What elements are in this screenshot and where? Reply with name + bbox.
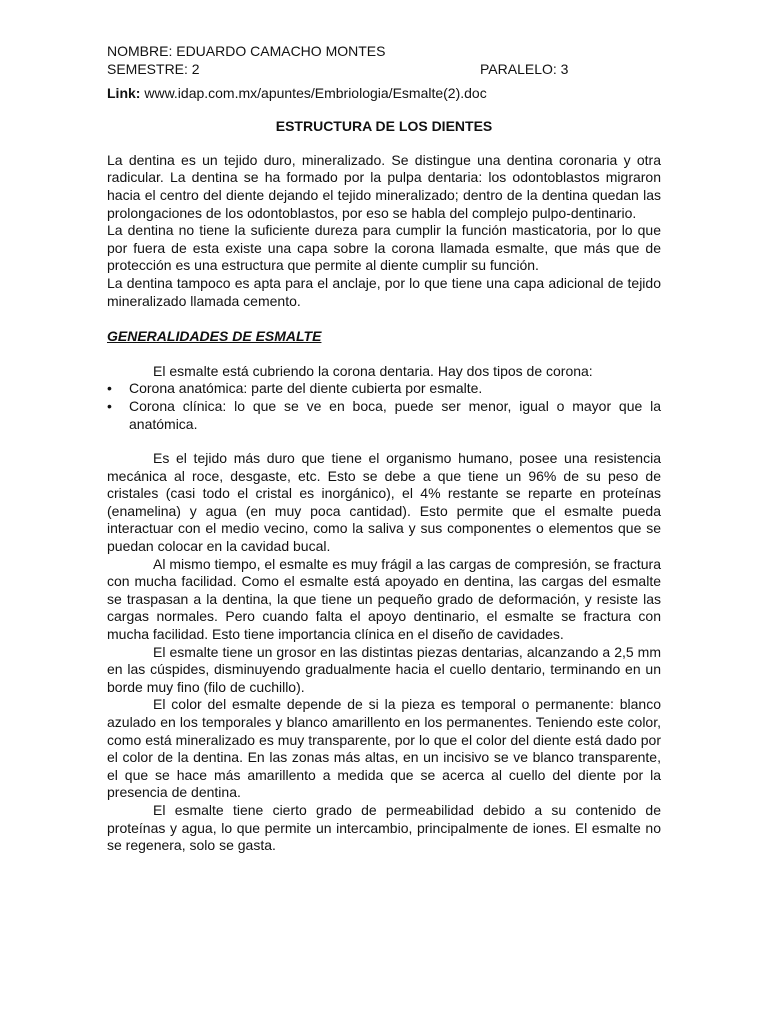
list-item [107, 398, 661, 433]
body-paragraph: Es el tejido más duro que tiene el organismo humano, posee una resistencia mecánica al roce, desgaste, etc. Esto se debe a que tiene un 96% de su peso de cristales (casi todo el cristal es inorgánico), el 4% restante se reparte en proteínas (enamelina) y agua (en muy poca cantidad). Esto permite que el esmalte pueda interactuar con el medio vecino, como la saliva y sus componentes o elementos que se puedan colocar en la cavidad bucal. [107, 450, 661, 555]
semester-row [107, 61, 661, 79]
bullet-icon: • [107, 380, 112, 397]
intro-paragraph: La dentina tampoco es apta para el anclaje, por lo que tiene una capa adicional de tejido mineralizado llamada cemento. [107, 274, 661, 309]
list-item [107, 380, 661, 398]
bullet-icon: • [107, 397, 112, 414]
link-label: Link: [107, 84, 141, 101]
body-paragraph: El esmalte tiene un grosor en las distintas piezas dentarias, alcanzando a 2,5 mm en las cúspides, disminuyendo gradualmente hacia el cuello dentario, terminando en un borde muy fino (filo de cuchillo). [107, 643, 661, 695]
section-heading: GENERALIDADES DE ESMALTE [107, 328, 322, 345]
intro-paragraph: La dentina es un tejido duro, mineralizado. Se distingue una dentina coronaria y otra radicular. La dentina se ha formado por la pulpa dentaria: los odontoblastos migraron hacia el centro del diente dejando el tejido mineralizado; dentro de la dentina quedan las prolongaciones de los odontoblastos, por eso se habla del complejo pulpo-dentinario. [107, 151, 661, 221]
list-item-text: Corona anatómica: parte del diente cubierta por esmalte. [129, 380, 483, 397]
body-paragraph: Al mismo tiempo, el esmalte es muy frágil a las cargas de compresión, se fractura con mucha facilidad. Como el esmalte está apoyado en dentina, las cargas del esmalte se traspasan a la dentina, la que tiene un pequeño grado de deformación, y resiste las cargas normales. Pero cuando falta el apoyo dentinario, el esmalte se fractura con mucha facilidad. Esto tiene importancia clínica en el diseño de cavidades. [107, 555, 661, 643]
section-lead: El esmalte está cubriendo la corona dentaria. Hay dos tipos de corona: [153, 362, 593, 379]
document-title: ESTRUCTURA DE LOS DIENTES [275, 118, 493, 135]
link-url[interactable]: www.idap.com.mx/apuntes/Embriologia/Esmalte(2).doc [144, 84, 487, 101]
corona-types-list [107, 380, 661, 433]
body-paragraph: El color del esmalte depende de si la pieza es temporal o permanente: blanco azulado en los temporales y blanco amarillento en los permanentes. Teniendo este color, como está mineralizado es muy transparente, por lo que el color del diente está dado por el color de la dentina. En las zonas más altas, en un incisivo se ve blanco transparente, el que se hace más amarillento a medida que se acerca al cuello del diente por la presencia de dentina. [107, 696, 661, 801]
body-paragraph: El esmalte tiene cierto grado de permeabilidad debido a su contenido de proteínas y agua, lo que permite un intercambio, principalmente de iones. El esmalte no se regenera, solo se gasta. [107, 801, 661, 854]
student-name: NOMBRE: EDUARDO CAMACHO MONTES [107, 43, 386, 59]
list-item-text: Corona clínica: lo que se ve en boca, puede ser menor, igual o mayor que la anatómica. [129, 397, 661, 432]
intro-paragraph: La dentina no tiene la suficiente dureza para cumplir la función masticatoria, por lo que por fuera de esta existe una capa sobre la corona llamada esmalte, que más que de protección es una estructura que permite al diente cumplir su función. [107, 222, 661, 274]
semester-label: SEMESTRE: 2 [107, 60, 200, 77]
spacer [107, 433, 661, 450]
paralelo-label: PARALELO: 3 [480, 60, 569, 77]
link-line [107, 85, 661, 103]
document-page [107, 43, 661, 855]
